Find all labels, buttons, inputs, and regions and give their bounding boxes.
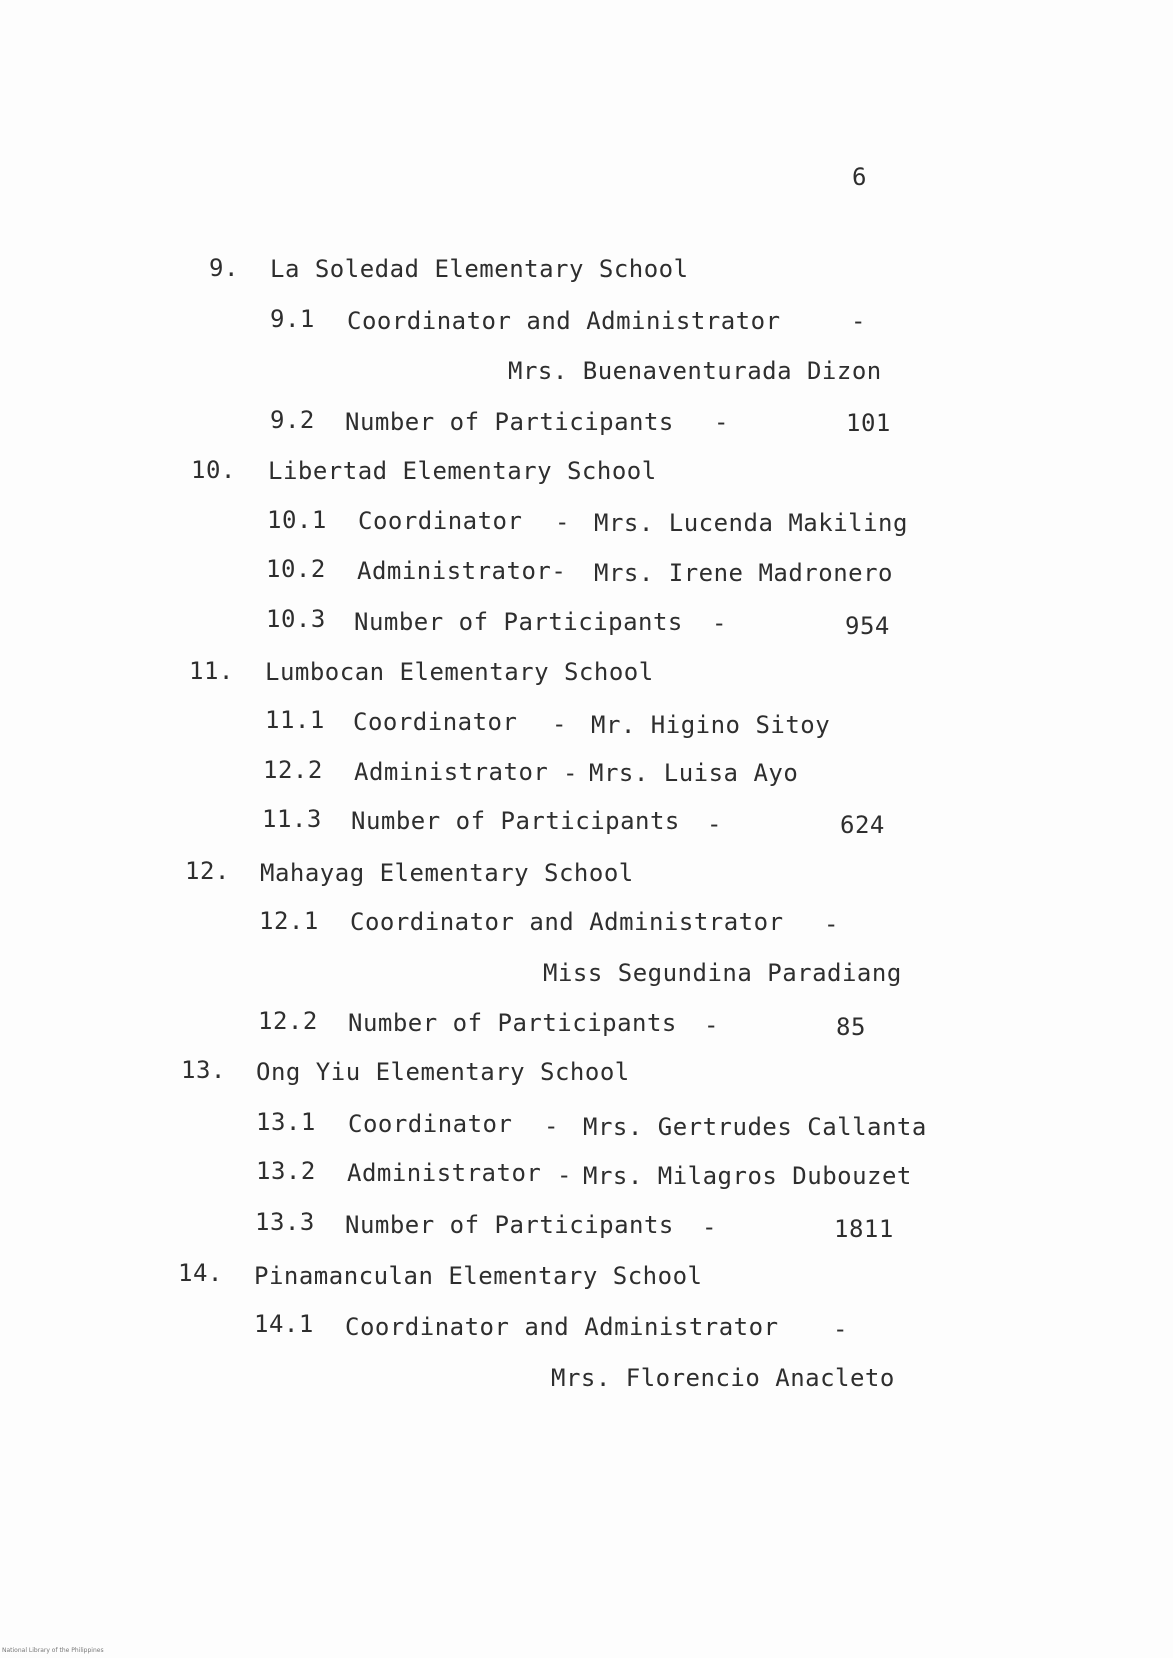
item-label: Administrator <box>354 758 549 786</box>
item-value: Mrs. Lucenda Makiling <box>594 509 908 537</box>
item-separator: - <box>824 910 839 938</box>
item-number: 13.3 <box>255 1208 315 1236</box>
item-label: Coordinator and Administrator <box>347 307 781 335</box>
item-number: 13.2 <box>256 1157 316 1185</box>
item-label: Number of Participants <box>345 1211 674 1239</box>
item-separator: - <box>851 307 866 335</box>
item-value: Mr. Higino Sitoy <box>591 711 831 739</box>
item-number: 10.3 <box>266 605 326 633</box>
item-number: 10.2 <box>266 555 326 583</box>
item-value: Mrs. Buenaventurada Dizon <box>508 357 882 385</box>
item-value: 954 <box>845 612 890 640</box>
item-value: 1811 <box>834 1215 894 1243</box>
section-number: 11. <box>189 657 234 685</box>
item-value: Mrs. Gertrudes Callanta <box>583 1113 927 1141</box>
item-number: 11.1 <box>265 706 325 734</box>
section-title: Mahayag Elementary School <box>260 859 634 887</box>
item-separator: - <box>714 408 729 436</box>
section-number: 10. <box>191 456 236 484</box>
footer-watermark: National Library of the Philippines <box>2 1647 104 1654</box>
item-value: Mrs. Luisa Ayo <box>589 759 799 787</box>
item-separator: - <box>712 609 727 637</box>
item-separator: - <box>552 710 567 738</box>
item-number: 10.1 <box>267 506 327 534</box>
item-number: 14.1 <box>254 1310 314 1338</box>
item-value: 85 <box>836 1013 866 1041</box>
section-title: Libertad Elementary School <box>268 457 657 485</box>
item-label: Coordinator <box>348 1110 513 1138</box>
item-value: Miss Segundina Paradiang <box>543 959 902 987</box>
item-label: Administrator <box>347 1159 542 1187</box>
item-value: 624 <box>840 811 885 839</box>
item-separator: - <box>557 1161 572 1189</box>
item-number: 9.1 <box>270 305 315 333</box>
item-separator: - <box>702 1213 717 1241</box>
item-value: Mrs. Milagros Dubouzet <box>583 1162 912 1190</box>
item-label: Coordinator and Administrator <box>345 1313 779 1341</box>
item-number: 12.2 <box>258 1007 318 1035</box>
section-number: 13. <box>181 1056 226 1084</box>
item-value: Mrs. Irene Madronero <box>594 559 893 587</box>
section-number: 14. <box>178 1259 223 1287</box>
item-separator: - <box>555 508 570 536</box>
item-number: 9.2 <box>270 406 315 434</box>
page-number: 6 <box>852 163 867 191</box>
item-number: 13.1 <box>256 1108 316 1136</box>
section-title: La Soledad Elementary School <box>270 255 689 283</box>
item-separator: - <box>563 759 578 787</box>
item-number: 12.2 <box>263 756 323 784</box>
item-separator: - <box>704 1011 719 1039</box>
item-label: Coordinator <box>358 507 523 535</box>
section-number: 9. <box>209 254 239 282</box>
section-title: Pinamanculan Elementary School <box>254 1262 703 1290</box>
item-label: Number of Participants <box>354 608 683 636</box>
item-value: Mrs. Florencio Anacleto <box>551 1364 895 1392</box>
section-title: Lumbocan Elementary School <box>265 658 654 686</box>
item-separator: - <box>544 1112 559 1140</box>
item-value: 101 <box>846 409 891 437</box>
item-label: Administrator- <box>357 557 567 585</box>
section-number: 12. <box>185 857 230 885</box>
item-label: Number of Participants <box>351 807 680 835</box>
section-title: Ong Yiu Elementary School <box>256 1058 630 1086</box>
item-separator: - <box>833 1315 848 1343</box>
item-label: Coordinator and Administrator <box>350 908 784 936</box>
item-separator: - <box>707 810 722 838</box>
item-label: Number of Participants <box>348 1009 677 1037</box>
item-number: 12.1 <box>259 907 319 935</box>
item-number: 11.3 <box>262 805 322 833</box>
item-label: Coordinator <box>353 708 518 736</box>
item-label: Number of Participants <box>345 408 674 436</box>
